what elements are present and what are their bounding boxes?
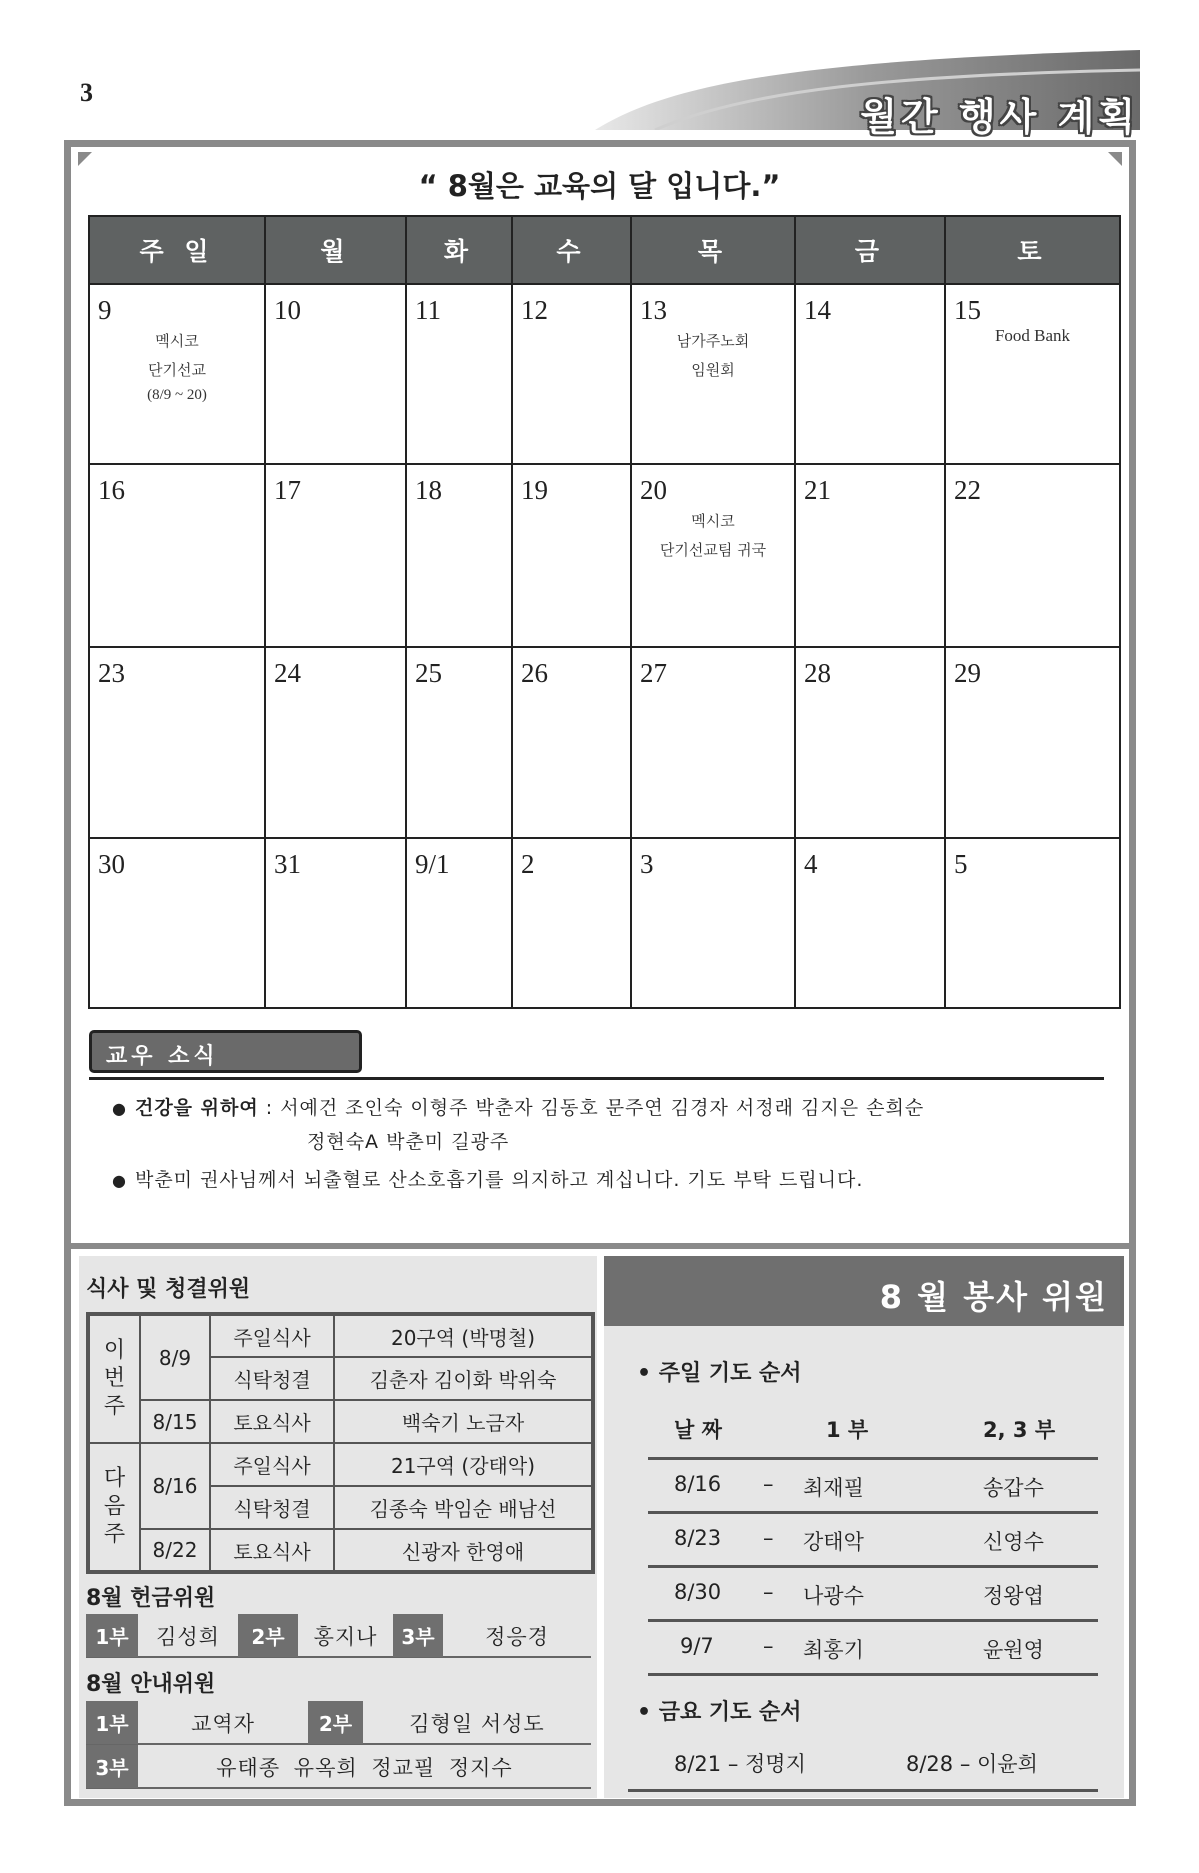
news-item-heading: 건강을 위하여: [134, 1097, 259, 1119]
event-text: Food Bank: [994, 326, 1071, 345]
news-divider: [89, 1077, 1104, 1080]
event-text: 단기선교팀 귀국: [659, 541, 767, 559]
service-tag: 2부: [238, 1614, 298, 1657]
day-number: 14: [804, 295, 831, 325]
weekday-wednesday: 수: [512, 216, 631, 284]
calendar-day-cell: [945, 838, 1120, 1008]
meal-committee-table: [86, 1312, 595, 1574]
service-tag: 3부: [86, 1745, 138, 1788]
prayer-date: 8/30: [674, 1580, 722, 1604]
prayer-dash: –: [763, 1580, 774, 1604]
task-cell: 식탁청결: [210, 1486, 334, 1529]
row-divider: [648, 1673, 1098, 1676]
this-week-label: [88, 1314, 140, 1443]
task-cell: 주일식사: [210, 1443, 334, 1486]
friday-prayer-title: • 금요 기도 순서: [637, 1700, 802, 1725]
prayer-dash: –: [763, 1634, 774, 1658]
day-number: 2: [521, 849, 535, 879]
day-number: 28: [804, 658, 831, 688]
calendar-week-row: [89, 647, 1120, 838]
calendar-day-cell: [265, 284, 406, 464]
day-number: 26: [521, 658, 548, 688]
member-name: 김성희: [156, 1624, 220, 1649]
day-number: 9/1: [415, 849, 450, 879]
meal-committee-title: 식사 및 청결위원: [86, 1277, 251, 1302]
event-text: 멕시코: [155, 332, 199, 350]
month-theme-title: “ 8월은 교육의 달 입니다.”: [418, 169, 781, 203]
header-title: 월간 행사 계획: [860, 95, 1139, 139]
row-divider: [628, 1789, 1098, 1792]
prayer-second-third-service: 윤원영: [983, 1638, 1044, 1662]
prayer-row: [648, 1460, 1098, 1512]
calendar-week-row: [89, 284, 1120, 464]
calendar-day-cell: [89, 838, 265, 1008]
calendar-day-cell: [89, 284, 265, 464]
calendar-day-cell: [89, 464, 265, 647]
day-number: 4: [804, 849, 818, 879]
member-name: 홍지나: [313, 1624, 378, 1649]
day-number: 31: [274, 849, 301, 879]
monthly-calendar: [88, 215, 1121, 1009]
names-cell: 신광자 한영애: [334, 1529, 593, 1572]
news-section-label: 교우 소식: [89, 1030, 362, 1073]
calendar-day-cell: [406, 464, 512, 647]
date-cell: 8/22: [140, 1529, 210, 1572]
calendar-day-cell: [945, 647, 1120, 838]
day-number: 16: [98, 475, 125, 505]
friday-prayer-row: [628, 1736, 1098, 1788]
calendar-day-cell: [406, 838, 512, 1008]
calendar-day-cell: [945, 464, 1120, 647]
member-name: 정응경: [485, 1624, 549, 1649]
weekday-tuesday: 화: [406, 216, 512, 284]
calendar-day-cell: [265, 838, 406, 1008]
friday-prayer-entry: 8/21 – 정명지: [674, 1752, 806, 1776]
names-cell: 김춘자 김이화 박위숙: [334, 1357, 593, 1400]
calendar-day-cell: [265, 647, 406, 838]
news-item-text: 박춘미 권사님께서 뇌출혈로 산소호흡기를 의지하고 계십니다. 기도 부탁 드립니다.: [134, 1169, 864, 1191]
weekday-header-row: [89, 216, 1120, 284]
table-row: [88, 1400, 593, 1443]
calendar-day-cell: [512, 284, 631, 464]
event-note: (8/9 ~ 20): [147, 387, 207, 403]
service-tag: 3부: [393, 1614, 443, 1657]
prayer-header-row: [648, 1402, 1098, 1454]
calendar-day-cell: [945, 284, 1120, 464]
calendar-day-cell: [512, 838, 631, 1008]
day-number: 29: [954, 658, 981, 688]
prayer-first-service: 최홍기: [803, 1638, 864, 1662]
next-week-label: [88, 1443, 140, 1572]
friday-prayer-entry: 8/28 – 이윤희: [906, 1752, 1038, 1776]
day-number: 12: [521, 295, 548, 325]
calendar-week-row: [89, 838, 1120, 1008]
prayer-first-service: 나광수: [803, 1584, 864, 1608]
prayer-date: 8/23: [674, 1526, 722, 1550]
day-number: 23: [98, 658, 125, 688]
day-number: 5: [954, 849, 968, 879]
service-tag: 2부: [308, 1701, 363, 1744]
event-text: 남가주노회: [676, 332, 750, 350]
weekday-monday: 월: [265, 216, 406, 284]
offering-committee-title: 8월 헌금위원: [86, 1586, 216, 1611]
col-first-service-header: 1 부: [826, 1418, 869, 1442]
section-divider: [71, 1243, 1129, 1249]
calendar-day-cell: [631, 838, 795, 1008]
next-week-text: 다 음 주: [103, 1466, 126, 1547]
names-cell: 21구역 (강태악): [334, 1443, 593, 1486]
day-number: 15: [954, 295, 981, 325]
calendar-day-cell: [795, 464, 945, 647]
prayer-row: [648, 1622, 1098, 1674]
event-text: 멕시코: [691, 512, 735, 530]
bullet-icon: ●: [112, 1171, 127, 1190]
calendar-day-cell: [631, 284, 795, 464]
prayer-second-third-service: 정왕엽: [983, 1584, 1044, 1608]
weekday-thursday: 목: [631, 216, 795, 284]
service-tag: 1부: [86, 1614, 138, 1657]
bullet-icon: ●: [112, 1099, 127, 1118]
prayer-dash: –: [763, 1526, 774, 1550]
event-text: 단기선교: [148, 361, 206, 379]
day-number: 25: [415, 658, 442, 688]
task-cell: 식탁청결: [210, 1357, 334, 1400]
names-cell: 백숙기 노금자: [334, 1400, 593, 1443]
calendar-day-cell: [89, 647, 265, 838]
prayer-second-third-service: 신영수: [983, 1530, 1044, 1554]
day-number: 10: [274, 295, 301, 325]
service-tag: 1부: [86, 1701, 138, 1744]
prayer-first-service: 최재필: [803, 1476, 864, 1500]
day-number: 18: [415, 475, 442, 505]
date-cell: 8/15: [140, 1400, 210, 1443]
date-cell: 8/9: [140, 1314, 210, 1400]
member-name: 유태종 유옥희 정교필 정지수: [216, 1755, 513, 1780]
news-item-text: : 서예건 조인숙 이형주 박춘자 김동호 문주연 김경자 서정래 김지은 손희순: [258, 1097, 925, 1119]
day-number: 19: [521, 475, 548, 505]
prayer-row: [648, 1514, 1098, 1566]
day-number: 11: [415, 295, 441, 325]
calendar-day-cell: [406, 647, 512, 838]
page-number: 3: [80, 78, 93, 107]
weekday-sunday: 주 일: [89, 216, 265, 284]
prayer-date: 9/7: [680, 1634, 714, 1658]
col-date-header: 날 짜: [674, 1418, 722, 1442]
task-cell: 토요식사: [210, 1400, 334, 1443]
usher-committee-row: [86, 1746, 591, 1789]
weekday-friday: 금: [795, 216, 945, 284]
calendar-day-cell: [512, 464, 631, 647]
calendar-day-cell: [631, 647, 795, 838]
table-row: [88, 1443, 593, 1486]
calendar-day-cell: [795, 838, 945, 1008]
day-number: 30: [98, 849, 125, 879]
calendar-day-cell: [265, 464, 406, 647]
day-number: 21: [804, 475, 831, 505]
calendar-day-cell: [631, 464, 795, 647]
names-cell: 20구역 (박명철): [334, 1314, 593, 1357]
names-cell: 김종숙 박임순 배남선: [334, 1486, 593, 1529]
task-cell: 토요식사: [210, 1529, 334, 1572]
day-number: 27: [640, 658, 667, 688]
calendar-week-row: [89, 464, 1120, 647]
calendar-day-cell: [512, 647, 631, 838]
day-number: 17: [274, 475, 301, 505]
usher-committee-row: [86, 1702, 591, 1745]
event-text: 임원회: [691, 361, 735, 379]
col-second-third-service-header: 2, 3 부: [983, 1418, 1056, 1442]
news-item-health: [112, 1093, 924, 1120]
task-cell: 주일식사: [210, 1314, 334, 1357]
day-number: 24: [274, 658, 301, 688]
prayer-row: [648, 1568, 1098, 1620]
calendar-day-cell: [406, 284, 512, 464]
this-week-text: 이 번 주: [103, 1338, 126, 1419]
offering-committee-row: [86, 1615, 591, 1658]
day-number: 22: [954, 475, 981, 505]
member-name: 교역자: [191, 1711, 255, 1736]
table-row: [88, 1529, 593, 1572]
table-row: [88, 1314, 593, 1357]
calendar-day-cell: [795, 647, 945, 838]
day-number: 20: [640, 475, 667, 505]
news-item-continuation: 정현숙A 박춘미 길광주: [307, 1131, 510, 1153]
date-cell: 8/16: [140, 1443, 210, 1529]
day-number: 9: [98, 295, 112, 325]
news-item-prayer: [112, 1165, 863, 1192]
member-name: 김형일 서성도: [409, 1711, 545, 1736]
day-number: 3: [640, 849, 654, 879]
weekday-saturday: 토: [945, 216, 1120, 284]
usher-committee-title: 8월 안내위원: [86, 1672, 216, 1697]
prayer-dash: –: [763, 1472, 774, 1496]
day-number: 13: [640, 295, 667, 325]
prayer-date: 8/16: [674, 1472, 722, 1496]
prayer-first-service: 강태악: [803, 1530, 864, 1554]
calendar-day-cell: [795, 284, 945, 464]
sunday-prayer-title: • 주일 기도 순서: [637, 1361, 802, 1386]
service-committee-title: 8 월 봉사 위원: [604, 1256, 1124, 1326]
prayer-second-third-service: 송갑수: [983, 1476, 1044, 1500]
